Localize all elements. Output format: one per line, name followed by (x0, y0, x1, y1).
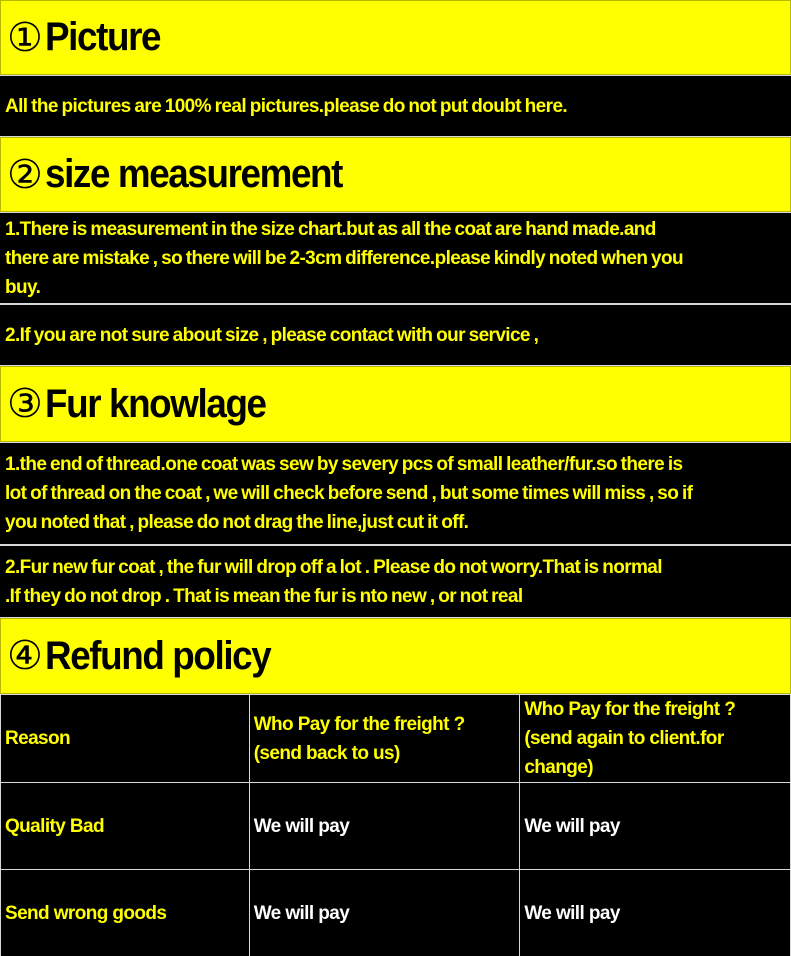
fur-item-1 (5, 450, 692, 537)
refund-policy-table (0, 694, 791, 956)
circled-number-1: ① (7, 14, 43, 61)
size-item-1-line-3: buy. (5, 276, 41, 298)
picture-text-block (0, 75, 791, 137)
header-freight-again-line-1: Who Pay for the freight ? (524, 699, 736, 720)
picture-text: All the pictures are 100% real pictures.please do not put doubt here. (5, 95, 568, 117)
header-freight-again (520, 695, 791, 783)
fur-item-1-line-2: lot of thread on the coat , we will check before send , but some times will miss , so if (5, 483, 693, 504)
fur-item-1-line-1: 1.the end of thread.one coat was sew by severy pcs of small leather/fur.so there is (5, 454, 683, 475)
section-title-size: size measurement (44, 152, 342, 196)
row-2-reason: Send wrong goods (1, 870, 250, 956)
circled-number-4: ④ (7, 633, 43, 679)
row-1-freight-again: We will pay (520, 783, 791, 870)
table-row (1, 870, 791, 956)
section-title-fur: Fur knowlage (44, 381, 266, 426)
fur-item-1-line-3: you noted that , please do not drag the line,just cut it off. (5, 512, 469, 533)
row-1-freight-back: We will pay (249, 783, 520, 870)
fur-item-2 (5, 553, 662, 611)
table-row (1, 783, 791, 870)
section-header-fur (0, 366, 791, 442)
section-header-refund (0, 618, 791, 694)
size-item-1-line-1: 1.There is measurement in the size chart.but as all the coat are hand made.and (5, 218, 656, 240)
size-item-1 (5, 215, 683, 302)
header-freight-back-line-2: (send back to us) (253, 742, 400, 764)
fur-item-2-line-2: .If they do not drop . That is mean the fur is nto new , or not real (5, 585, 523, 607)
section-header-picture (0, 0, 791, 75)
header-freight-back-line-1: Who Pay for the freight ? (253, 713, 465, 735)
fur-item-2-block (0, 545, 791, 618)
header-freight-back (249, 695, 520, 783)
section-title-refund: Refund policy (44, 633, 271, 678)
section-header-size (0, 137, 791, 212)
header-freight-again-line-3: change) (524, 757, 593, 778)
size-item-2-block (0, 304, 791, 366)
section-title-picture: Picture (44, 15, 160, 59)
fur-item-2-line-1: 2.Fur new fur coat , the fur will drop off a lot . Please do not worry.That is normal (5, 556, 662, 578)
row-1-reason: Quality Bad (1, 783, 250, 870)
header-freight-again-line-2: (send again to client.for (524, 728, 724, 749)
row-2-freight-back: We will pay (249, 870, 520, 956)
circled-number-3: ③ (7, 381, 43, 427)
size-item-1-line-2: there are mistake , so there will be 2-3cm difference.please kindly noted when you (5, 247, 683, 269)
row-2-freight-again: We will pay (520, 870, 791, 956)
size-item-2: 2.If you are not sure about size , please contact with our service , (5, 324, 539, 346)
table-header-row (1, 695, 791, 783)
circled-number-2: ② (7, 151, 43, 198)
header-reason: Reason (1, 695, 250, 783)
size-item-1-block (0, 212, 791, 304)
fur-item-1-block (0, 442, 791, 545)
